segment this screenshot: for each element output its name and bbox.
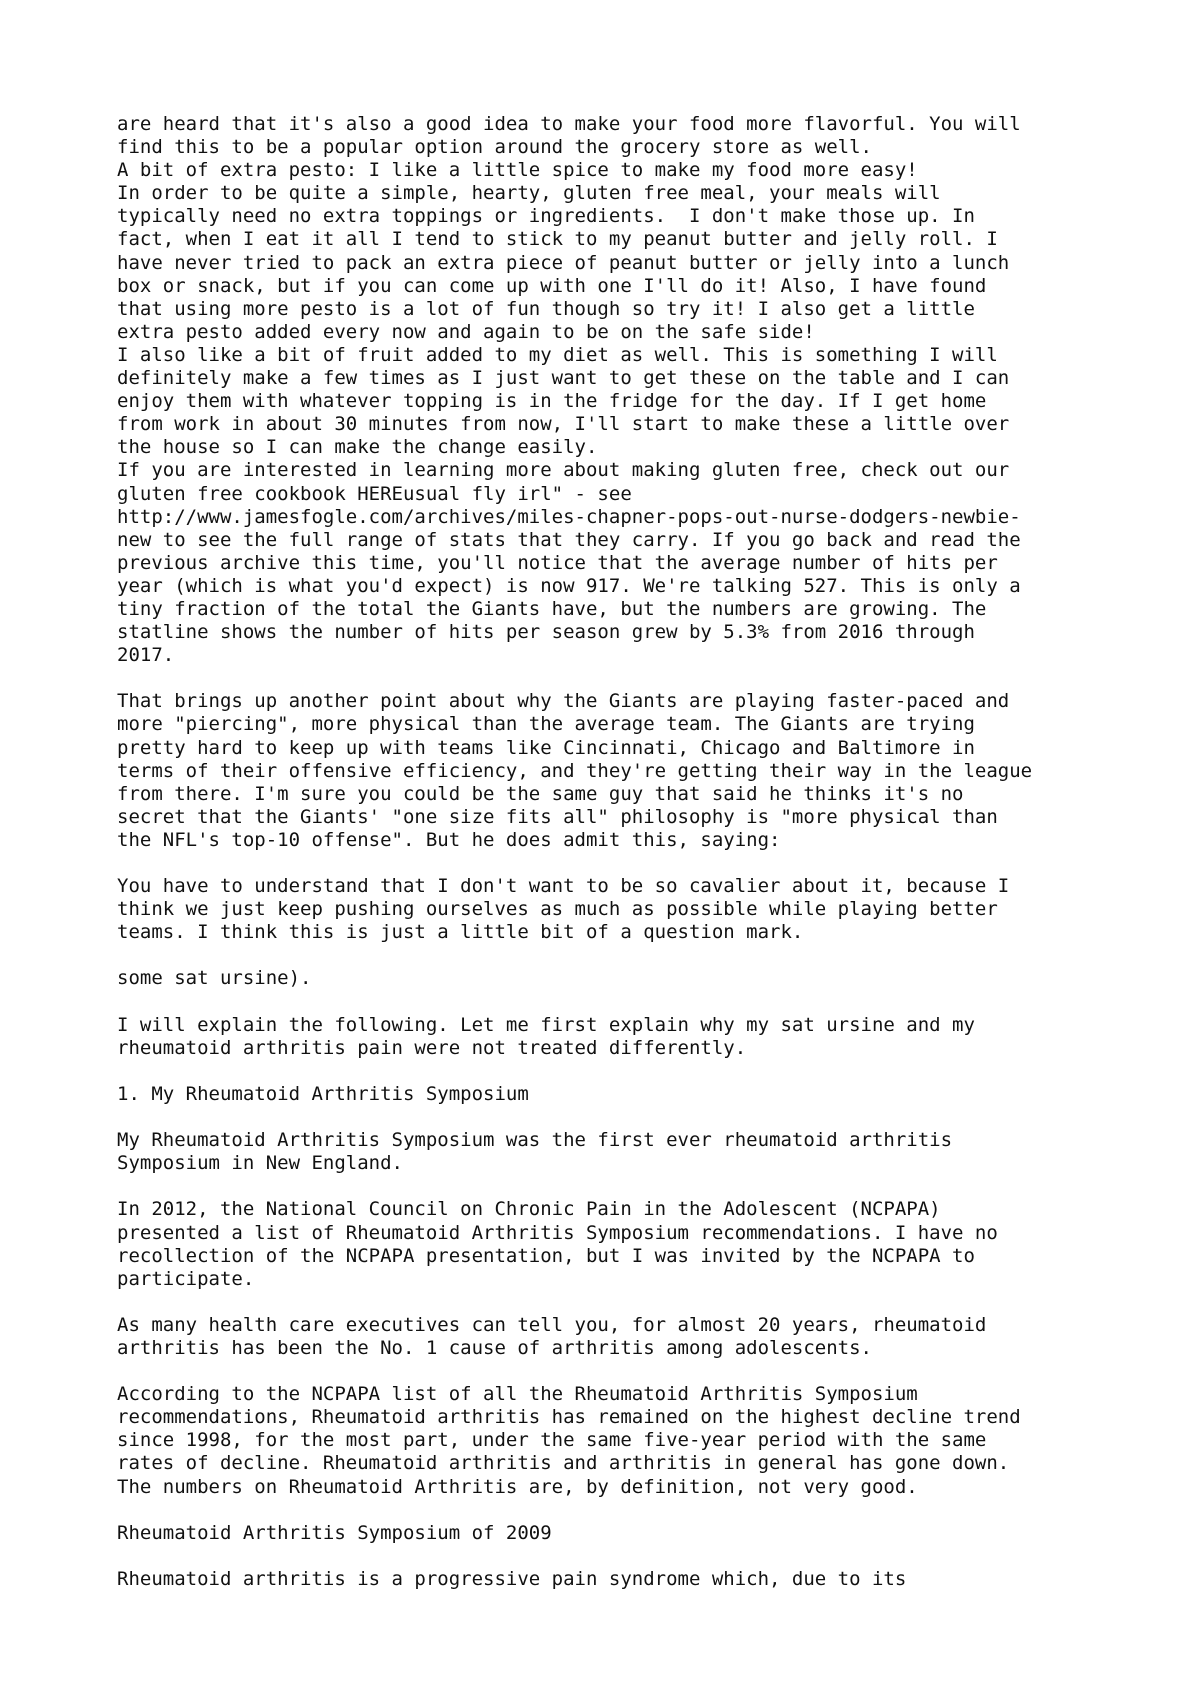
section-heading-2009	[117, 1522, 1197, 1545]
text-line: definitely make a few times as I just want to get these on the table and I can	[117, 367, 1010, 390]
text-line: from there. I'm sure you could be the same guy that said he thinks it's no	[117, 782, 964, 805]
paragraph-giants	[117, 690, 1197, 852]
text-line: rheumatoid arthritis pain were not treated differently.	[117, 1036, 747, 1059]
text-line: the NFL's top-10 offense". But he does admit this, saying:	[117, 828, 781, 851]
text-line: box or snack, but if you can come up with one I'll do it! Also, I have found	[117, 274, 987, 297]
paragraph-progressive-pain	[117, 1568, 1197, 1591]
text-line: participate.	[117, 1267, 255, 1290]
text-line: the house so I can make the change easily.	[117, 436, 598, 459]
text-line: A bit of extra pesto: I like a little spice to make my food more easy!	[117, 159, 918, 182]
text-line: terms of their offensive efficiency, and they're getting their way in the league	[117, 759, 1033, 782]
text-line: statline shows the number of hits per season grew by 5.3% from 2016 through	[117, 621, 975, 644]
url-text: http://www.jamesfogle.com/archives/miles-chapner-pops-out-nurse-dodgers-newbie-	[117, 505, 1021, 528]
text-line: more "piercing", more physical than the average team. The Giants are trying	[117, 713, 975, 736]
paragraph-flavorful	[117, 113, 1197, 159]
text-line: Rheumatoid arthritis is a progressive pain syndrome which, due to its	[117, 1567, 907, 1590]
text-line: think we just keep pushing ourselves as much as possible while playing better	[117, 898, 998, 921]
text-line: fact, when I eat it all I tend to stick to my peanut butter and jelly roll. I	[117, 228, 998, 251]
text-line: rates of decline. Rheumatoid arthritis and arthritis in general has gone down.	[117, 1452, 1010, 1475]
text-line: pretty hard to keep up with teams like Cincinnati, Chicago and Baltimore in	[117, 736, 975, 759]
text-line: My Rheumatoid Arthritis Symposium was the first ever rheumatoid arthritis	[117, 1129, 953, 1152]
text-line: year (which is what you'd expect) is now 917. We're talking 527. This is only a	[117, 574, 1021, 597]
text-line: In 2012, the National Council on Chronic Pain in the Adolescent (NCPAPA)	[117, 1198, 941, 1221]
text-line: have never tried to pack an extra piece of peanut butter or jelly into a lunch	[117, 251, 1010, 274]
text-line: 2017.	[117, 644, 175, 667]
text-line: since 1998, for the most part, under the same five-year period with the same	[117, 1429, 987, 1452]
text-line: I also like a bit of fruit added to my diet as well. This is something I will	[117, 343, 998, 366]
paragraph-cookbook-stats	[117, 459, 1197, 667]
text-line: I will explain the following. Let me first explain why my sat ursine and my	[117, 1013, 975, 1036]
paragraph-first-symposium	[117, 1129, 1197, 1175]
text-line: that using more pesto is a lot of fun though so try it! I also get a little	[117, 297, 975, 320]
text-line: some sat ursine).	[117, 967, 312, 990]
paragraph-pesto	[117, 159, 1197, 182]
text-line: teams. I think this is just a little bit of a question mark.	[117, 921, 804, 944]
text-line: recommendations, Rheumatoid arthritis has remained on the highest decline trend	[117, 1406, 1021, 1429]
text-line: from work in about 30 minutes from now, I'll start to make these a little over	[117, 413, 1010, 436]
text-line: new to see the full range of stats that they carry. If you go back and read the	[117, 528, 1021, 551]
text-line: gluten free cookbook HEREusual fly irl" - see	[117, 482, 632, 505]
text-line: arthritis has been the No. 1 cause of arthritis among adolescents.	[117, 1336, 872, 1359]
text-line: find this to be a popular option around the grocery store as well.	[117, 136, 872, 159]
paragraph-explain	[117, 1014, 1197, 1060]
text-line: presented a list of Rheumatoid Arthritis Symposium recommendations. I have no	[117, 1221, 998, 1244]
text-line: Symposium in New England.	[117, 1152, 403, 1175]
section-heading-symposium	[117, 1083, 1197, 1106]
text-line: The numbers on Rheumatoid Arthritis are, by definition, not very good.	[117, 1475, 918, 1498]
paragraph-sat-ursine	[117, 967, 1197, 990]
text-line: secret that the Giants' "one size fits all" philosophy is "more physical than	[117, 805, 998, 828]
text-line: extra pesto added every now and again to be on the safe side!	[117, 320, 815, 343]
paragraph-quote	[117, 875, 1197, 944]
text-line: tiny fraction of the total the Giants have, but the numbers are growing. The	[117, 597, 987, 620]
text-line: 1. My Rheumatoid Arthritis Symposium	[117, 1082, 529, 1105]
paragraph-gluten-free-meal	[117, 182, 1197, 344]
text-line: enjoy them with whatever topping is in the fridge for the day. If I get home	[117, 390, 987, 413]
paragraph-fruit	[117, 344, 1197, 459]
document-page	[117, 113, 1197, 1591]
text-line: In order to be quite a simple, hearty, gluten free meal, your meals will	[117, 182, 941, 205]
text-line: According to the NCPAPA list of all the Rheumatoid Arthritis Symposium	[117, 1383, 918, 1406]
paragraph-health-executives	[117, 1314, 1197, 1360]
text-line: recollection of the NCPAPA presentation, but I was invited by the NCPAPA to	[117, 1244, 975, 1267]
text-line: As many health care executives can tell you, for almost 20 years, rheumatoid	[117, 1313, 987, 1336]
text-line: are heard that it's also a good idea to make your food more flavorful. You will	[117, 113, 1021, 135]
text-line: previous archive this time, you'll notice that the average number of hits per	[117, 551, 998, 574]
text-line: That brings up another point about why the Giants are playing faster-paced and	[117, 690, 1010, 713]
text-line: typically need no extra toppings or ingredients. I don't make those up. In	[117, 205, 975, 228]
text-line: Rheumatoid Arthritis Symposium of 2009	[117, 1521, 552, 1544]
paragraph-decline-trend	[117, 1383, 1197, 1498]
paragraph-ncpapa-2012	[117, 1198, 1197, 1290]
text-line: If you are interested in learning more about making gluten free, check out our	[117, 459, 1010, 482]
text-line: You have to understand that I don't want to be so cavalier about it, because I	[117, 875, 1010, 898]
